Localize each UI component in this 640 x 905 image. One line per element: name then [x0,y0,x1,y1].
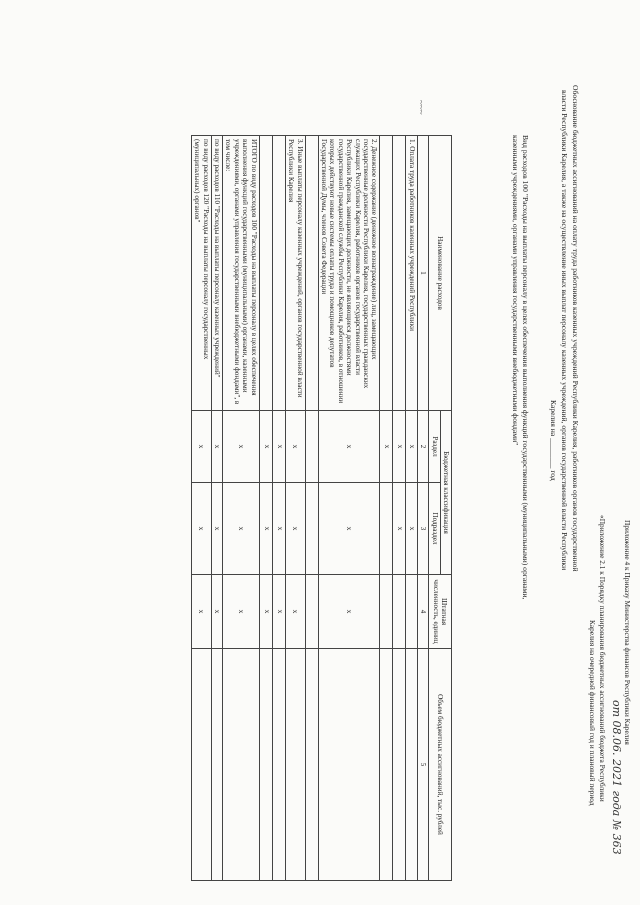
row-label: 3. Иные выплаты персоналу казенных учреждений, органов государственной власти Республики Карелия [285,136,305,411]
title-line-3: Карелия на ________ год [549,400,558,481]
cell-x: х [272,411,285,483]
row-label: 1. Оплата труда работников казенных учреждений Республики [406,136,417,411]
cell-x: х [259,411,272,483]
cell-x: х [223,483,260,575]
table-row [380,136,393,881]
table-cell [380,575,393,649]
column-numbers-row [417,136,428,881]
header-line-4: Карелия на очередной финансовый год и плановый период [588,620,597,806]
col-budget-class-header: Бюджетная классификация [440,411,451,575]
cell-x: х [259,483,272,575]
table-row [406,136,417,881]
cell-x: х [191,483,211,575]
table-cell [223,649,260,881]
table-cell [406,649,417,881]
table-row [318,136,380,881]
cell-x: х [406,483,417,575]
table-row [285,136,305,881]
col-number: 2 [417,411,428,483]
cell-x: х [223,411,260,483]
table-cell [259,136,272,411]
cell-x: х [272,483,285,575]
header-line-1: Приложение 4 к Приказу Министерства финансов Республики Карелия [623,520,632,745]
row-label: 2. Денежное содержание (денежное вознаграждение) лиц, замещающих государственные должности Республики Карелия, государственных гражданских служащих Республики Карелия, работников органов государственной власти Республики Карелия, замещающих должности, не являющиеся должностями государственной гражданской службы Республики Карелия, работников, в отношении которых действуют новые системы оплаты труда и помощников депутатов Государственной Думы, членов Совета Федерации [318,136,380,411]
col-section-header: Раздел [429,411,440,483]
table-cell [305,649,318,881]
table-cell [305,136,318,411]
cell-x: х [211,483,222,575]
table-row [305,136,318,881]
cell-x: х [285,575,305,649]
table-cell [305,575,318,649]
cell-x: х [211,575,222,649]
cell-x: х [285,411,305,483]
table-row [211,136,222,881]
subtitle-line-2: казенными учреждениями, органами управления государственными внебюджетными фондами" [511,135,520,446]
table-row [272,136,285,881]
table-cell [318,649,380,881]
table-cell [406,575,417,649]
table-cell [305,483,318,575]
table-cell [272,136,285,411]
header-line-3: «Приложение 2.1 к Порядку планирования бюджетных ассигнований бюджета Республики [598,515,607,802]
table-cell [393,136,406,411]
table-cell [259,649,272,881]
row-label: ИТОГО по виду расходов 100 "Расходы на выплаты персоналу в целях обеспечения выполнения функций государственными (муниципальными) органами, казенными учреждениями, органами управления государственными внебюджетными фондами", в том числе: [223,136,260,411]
cell-x: х [191,411,211,483]
table-row [223,136,260,881]
budget-table [191,135,452,881]
col-staff-header: Штатная численность, единиц [429,575,452,649]
col-name-header: Наименование расходов [429,136,452,411]
col-volume-header: Объем бюджетных ассигнований, тыс. рублей [429,649,452,881]
cell-x: х [318,411,380,483]
table-row [191,136,211,881]
title-line-2: власти Республики Карелия, а также на осуществление иных выплат персоналу казенных учреждений, органов государственной власти Республики [560,90,569,571]
col-number: 4 [417,575,428,649]
col-number: 3 [417,483,428,575]
row-label: по виду расходов 110 "Расходы на выплаты персоналу казенных учреждений" [211,136,222,411]
table-cell [393,649,406,881]
col-number: 5 [417,649,428,881]
page-margin-mark: ~~~ [416,100,426,115]
table-row [393,136,406,881]
table-cell [380,649,393,881]
cell-x: х [259,575,272,649]
table-cell [272,649,285,881]
cell-x: х [393,483,406,575]
subtitle-line-1: Вид расходов 100 "Расходы на выплаты персоналу в целях обеспечения выполнения функций государственными (муниципальными) органами, [521,135,530,600]
table-cell [285,649,305,881]
row-label: по виду расходов 120 "Расходы на выплаты персоналу государственных (муниципальных) органов" [191,136,211,411]
cell-x: х [380,411,393,483]
cell-x: х [191,575,211,649]
cell-x: х [318,575,380,649]
cell-x: х [406,411,417,483]
table-cell [211,649,222,881]
table-cell [380,483,393,575]
cell-x: х [393,411,406,483]
cell-x: х [223,575,260,649]
col-number: 1 [417,136,428,411]
header-line-2: от 08.06. 2021 года № 363 [610,700,623,855]
col-subsection-header: Подраздел [429,483,440,575]
cell-x: х [211,411,222,483]
title-line-1: Обоснование бюджетных ассигнований на оплату труда работников казенных учреждений Республики Карелия, работников органов государственной [571,85,580,572]
cell-x: х [285,483,305,575]
table-cell [380,136,393,411]
table-cell [305,411,318,483]
cell-x: х [272,575,285,649]
table-cell [191,649,211,881]
table-cell [393,575,406,649]
table-row [259,136,272,881]
cell-x: х [318,483,380,575]
